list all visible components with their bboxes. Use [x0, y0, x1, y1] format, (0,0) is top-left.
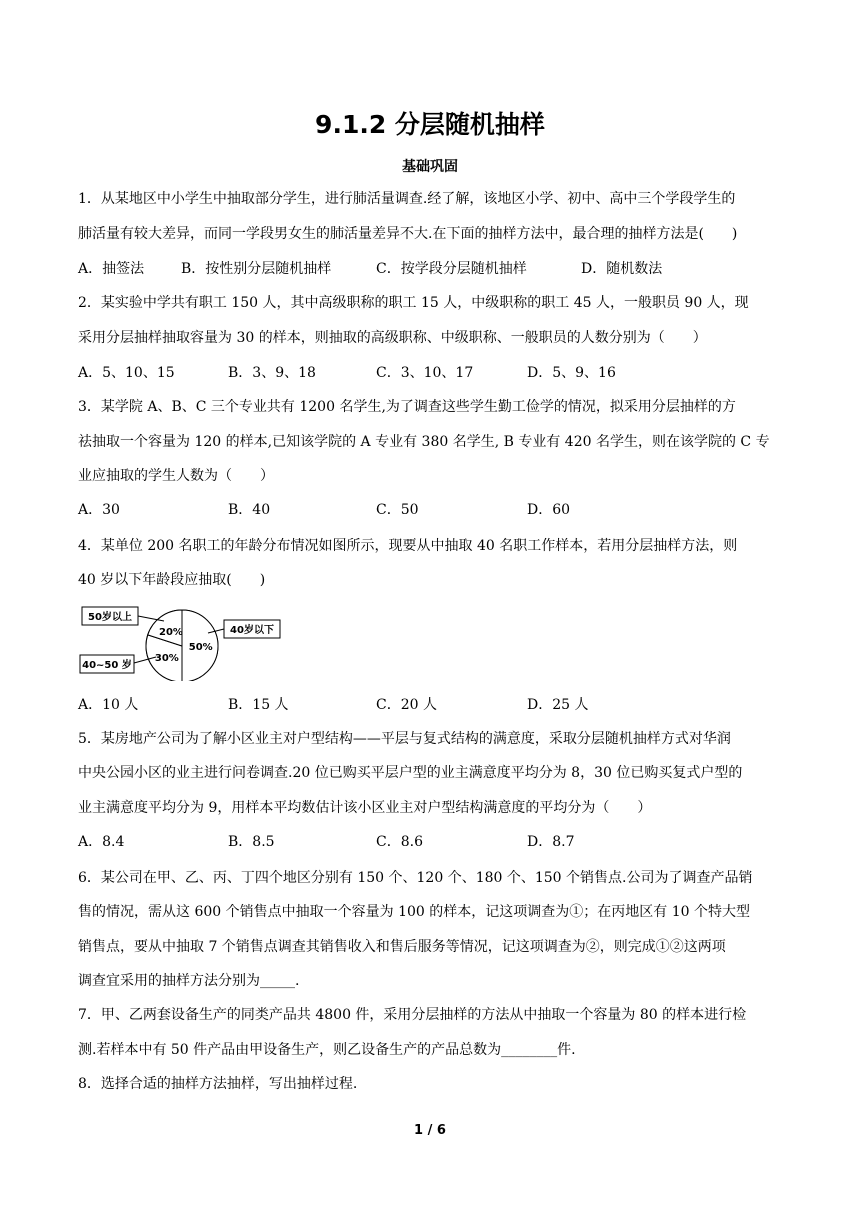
q1-line1: 1．从某地区中小学生中抽取部分学生，进行肺活量调查.经了解，该地区小学、初中、高中三个学段学生的: [78, 191, 736, 207]
q6-line3: 销售点，要从中抽取 7 个销售点调查其销售收入和售后服务等情况，记这项调查为②，则完成①②这两项: [78, 939, 726, 955]
q1-option-c: C．按学段分层随机抽样: [376, 261, 527, 277]
q1-line2: 肺活量有较大差异，而同一学段男女生的肺活量差异不大.在下面的抽样方法中，最合理的抽样方法是( ): [78, 226, 738, 242]
q2-option-c: C．3、10、17: [376, 365, 474, 381]
q3-option-b: B．40: [228, 502, 271, 518]
q5-option-c: C．8.6: [376, 834, 423, 850]
q3-option-c: C．50: [376, 502, 419, 518]
q1-option-b: B．按性别分层随机抽样: [181, 261, 332, 277]
q4-option-b: B．15 人: [228, 697, 289, 713]
q2-line1: 2．某实验中学共有职工 150 人，其中高级职称的职工 15 人，中级职称的职工 45 人，一般职员 90 人，现: [78, 295, 749, 311]
q6-line1: 6．某公司在甲、乙、丙、丁四个地区分别有 150 个、120 个、180 个、150 个销售点.公司为了调查产品销: [78, 870, 753, 886]
q5-line2: 中央公园小区的业主进行问卷调查.20 位已购买平层户型的业主满意度平均分为 8，30 位已购买复式户型的: [78, 765, 743, 781]
q3-line1: 3．某学院 A、B、C 三个专业共有 1200 名学生,为了调查这些学生勤工俭学的情况，拟采用分层抽样的方: [78, 399, 736, 415]
q4-option-a: A．10 人: [78, 697, 139, 713]
page-number: 1 / 6: [414, 1123, 446, 1138]
pie-slice-label: 20%: [159, 626, 183, 638]
q7-line2: 测.若样本中有 50 件产品由甲设备生产，则乙设备生产的产品总数为________件.: [78, 1042, 576, 1058]
label-under-40: 40岁以下: [230, 625, 274, 636]
q5-line3: 业主满意度平均分为 9，用样本平均数估计该小区业主对户型结构满意度的平均分为（ ）: [78, 800, 652, 816]
q8-line1: 8．选择合适的抽样方法抽样，写出抽样过程.: [78, 1076, 358, 1092]
q2-option-d: D．5、9、16: [527, 365, 616, 381]
q4-line1: 4．某单位 200 名职工的年龄分布情况如图所示，现要从中抽取 40 名职工作样本，若用分层抽样方法，则: [78, 538, 738, 554]
section-heading: 基础巩固: [402, 159, 458, 175]
q7-line1: 7．甲、乙两套设备生产的同类产品共 4800 件，采用分层抽样的方法从中抽取一个容量为 80 的样本进行检: [78, 1007, 747, 1023]
q4-option-d: D．25 人: [527, 697, 589, 713]
page-title: 9.1.2 分层随机抽样: [315, 110, 545, 139]
pie-slice-label: 30%: [154, 653, 179, 665]
q5-option-d: D．8.7: [527, 834, 575, 850]
q5-option-b: B．8.5: [228, 834, 275, 850]
q5-option-a: A．8.4: [78, 834, 125, 850]
pie-chart-svg: [78, 601, 288, 681]
q6-line2: 售的情况，需从这 600 个销售点中抽取一个容量为 100 的样本，记这项调查为①；在丙地区有 10 个特大型: [78, 904, 750, 920]
label-over-50: 50岁以上: [88, 612, 132, 623]
age-pie-chart: [78, 601, 288, 681]
q2-option-a: A．5、10、15: [78, 365, 175, 381]
q3-option-a: A．30: [78, 502, 120, 518]
q3-option-d: D．60: [527, 502, 571, 518]
q2-line2: 采用分层抽样抽取容量为 30 的样本，则抽取的高级职称、中级职称、一般职员的人数分别为（ ）: [78, 330, 707, 346]
q3-line2: 祛抽取一个容量为 120 的样本,已知该学院的 A 专业有 380 名学生, B 专业有 420 名学生，则在该学院的 C 专: [78, 434, 770, 450]
q4-line2: 40 岁以下年龄段应抽取( ): [78, 572, 266, 588]
q4-option-c: C．20 人: [376, 697, 437, 713]
q5-line1: 5．某房地产公司为了解小区业主对户型结构——平层与复式结构的满意度，采取分层随机抽样方式对华润: [78, 731, 731, 747]
label-40-50: 40~50 岁: [82, 660, 132, 671]
q1-option-a: A．抽签法: [78, 261, 145, 277]
q2-option-b: B．3、9、18: [228, 365, 316, 381]
q3-line3: 业应抽取的学生人数为（ ）: [78, 468, 274, 484]
q6-line4: 调查宜采用的抽样方法分别为_____.: [78, 973, 300, 989]
pie-slice-label: 50%: [188, 642, 213, 653]
q1-option-d: D．随机数法: [581, 261, 663, 277]
